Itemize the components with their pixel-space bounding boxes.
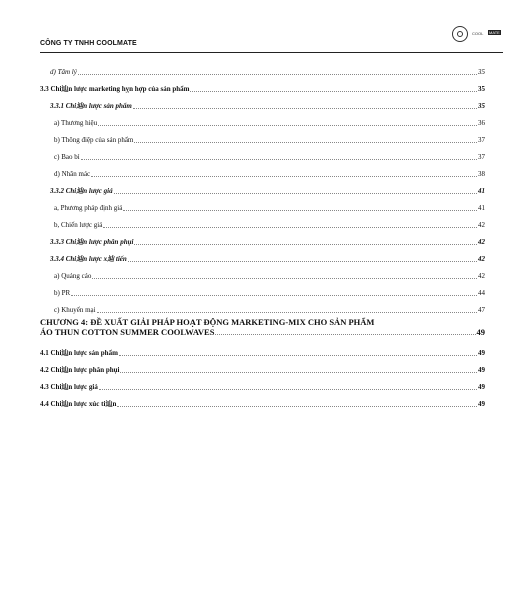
dot-leader — [97, 312, 477, 313]
table-of-contents — [40, 60, 485, 409]
toc-entry-title: c) Khuyến mại — [54, 306, 96, 314]
logo-text-cool: COOL — [472, 31, 484, 36]
dot-leader — [99, 389, 477, 390]
dot-leader — [114, 193, 477, 194]
toc-entry-title: a) Thương hiệu — [54, 119, 98, 127]
toc-entry[interactable] — [40, 247, 485, 264]
toc-entry-title: 3.3.3 Chi辿n lược phân phụi — [50, 238, 134, 246]
toc-entry[interactable] — [40, 213, 485, 230]
toc-entry-title: a) Quảng cáo — [54, 272, 92, 280]
toc-entry-page: 42 — [478, 221, 485, 229]
toc-entry-title: a, Phương pháp định giá — [54, 204, 123, 212]
dot-leader — [190, 91, 477, 92]
toc-entry-title: d) Tâm lý — [50, 68, 77, 76]
dot-leader — [103, 227, 477, 228]
dot-leader — [133, 108, 477, 109]
toc-entry-page: 41 — [478, 187, 485, 195]
toc-entry-page: 42 — [478, 255, 485, 263]
toc-entry[interactable] — [40, 392, 485, 409]
dot-leader — [119, 355, 477, 356]
toc-entry-page: 42 — [478, 272, 485, 280]
dot-leader — [134, 142, 477, 143]
dot-leader — [92, 278, 477, 279]
toc-entry-title: 3.3 Chi辿n lược marketing hỵn hợp của sản phẩm — [40, 85, 190, 93]
toc-entry-page: 38 — [478, 170, 485, 178]
toc-entry[interactable] — [40, 264, 485, 281]
company-name: CÔNG TY TNHH COOLMATE — [40, 40, 137, 47]
toc-entry-title: 4.2 Chi辿n lược phân phụi — [40, 366, 120, 374]
logo-text-mate: MATE — [489, 30, 500, 35]
toc-entry-page: 35 — [478, 68, 485, 76]
toc-entry-page: 42 — [478, 238, 485, 246]
toc-entry[interactable] — [40, 196, 485, 213]
toc-entry[interactable] — [40, 341, 485, 358]
toc-entry-page: 37 — [478, 136, 485, 144]
toc-entry-page: 35 — [478, 102, 485, 110]
toc-entry-title: b) Thông điệp của sản phẩm — [54, 136, 134, 144]
toc-entry[interactable] — [40, 145, 485, 162]
toc-entry-page: 49 — [478, 383, 485, 391]
dot-leader — [215, 334, 475, 335]
toc-entry-page: 41 — [478, 204, 485, 212]
toc-entry-title: 3.3.4 Chi辿n lược x辿 tiến — [50, 255, 127, 263]
toc-entry-title: 4.4 Chi辿n lược xúc ti辿n — [40, 400, 117, 408]
toc-entry[interactable] — [40, 281, 485, 298]
toc-entry[interactable] — [40, 128, 485, 145]
dot-leader — [98, 125, 477, 126]
toc-entry[interactable] — [40, 298, 485, 315]
toc-entry[interactable] — [40, 162, 485, 179]
toc-entry-page: 35 — [478, 85, 485, 93]
chapter-title-line1: CHƯƠNG 4: ĐỀ XUẤT GIẢI PHÁP HOẠT ĐỘNG MARKETING-MIX CHO SẢN PHẨM — [40, 317, 375, 327]
toc-entry-title: c) Bao bì — [54, 153, 80, 161]
toc-entry-title: b) PR — [54, 289, 71, 297]
toc-entry-title: d) Nhãn mác — [54, 170, 91, 178]
toc-entry-page: 49 — [476, 327, 485, 337]
toc-entry-title: 3.3.1 Chi辿n lược sản phẩm — [50, 102, 132, 110]
dot-leader — [134, 244, 477, 245]
dot-leader — [91, 176, 477, 177]
toc-entry-page: 37 — [478, 153, 485, 161]
toc-entry-page: 49 — [478, 366, 485, 374]
header-divider — [40, 52, 503, 53]
toc-entry-page: 36 — [478, 119, 485, 127]
dot-leader — [123, 210, 477, 211]
toc-entry[interactable] — [40, 111, 485, 128]
toc-entry-page: 49 — [478, 349, 485, 357]
toc-entry-title: b, Chiến lược giá — [54, 221, 103, 229]
chapter-heading[interactable] — [40, 317, 485, 341]
toc-entry-title: 3.3.2 Chi辿n lược giá — [50, 187, 113, 195]
toc-entry[interactable] — [40, 375, 485, 392]
toc-entry-title: 4.3 Chi辿n lược giá — [40, 383, 98, 391]
toc-entry[interactable] — [40, 94, 485, 111]
dot-leader — [117, 406, 477, 407]
dot-leader — [71, 295, 477, 296]
toc-entry-page: 44 — [478, 289, 485, 297]
toc-entry[interactable] — [40, 230, 485, 247]
toc-entry[interactable] — [40, 77, 485, 94]
toc-entry[interactable] — [40, 179, 485, 196]
toc-entry-page: 49 — [478, 400, 485, 408]
dot-leader — [78, 74, 477, 75]
toc-entry-page: 47 — [478, 306, 485, 314]
page-header — [40, 40, 503, 52]
dot-leader — [128, 261, 477, 262]
chapter-title-line2: ÁO THUN COTTON SUMMER COOLWAVES — [40, 327, 215, 337]
toc-entry-title: 4.1 Chi辿n lược sản phẩm — [40, 349, 118, 357]
dot-leader — [120, 372, 477, 373]
toc-entry[interactable] — [40, 60, 485, 77]
toc-entry[interactable] — [40, 358, 485, 375]
dot-leader — [81, 159, 477, 160]
